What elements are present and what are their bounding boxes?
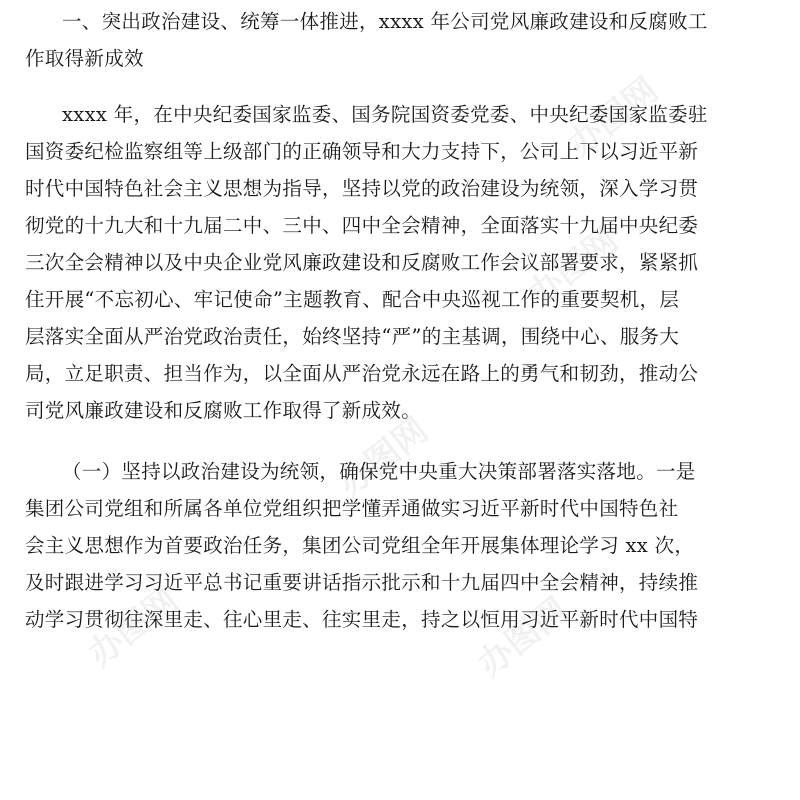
paragraph-line: xxxx 年，在中央纪委国家监委、国务院国资委党委、中央纪委国家监委驻 (62, 103, 708, 126)
paragraph-line: 司党风廉政建设和反腐败工作取得了新成效。 (25, 399, 422, 422)
paragraph-line: 彻党的十九大和十九届二中、三中、四中全会精神，全面落实十九届中央纪委 (25, 214, 699, 237)
watermark: 办图网 (80, 580, 186, 675)
watermark: 办图网 (470, 590, 576, 685)
paragraph-line: 三次全会精神以及中央企业党风廉政建设和反腐败工作会议部署要求，紧紧抓 (25, 251, 699, 274)
watermark: 办图网 (520, 220, 626, 315)
subsection-line: 会主义思想作为首要政治任务，集团公司党组全年开展集体理论学习 xx 次， (25, 534, 695, 557)
subsection-line: （一）坚持以政治建设为统领，确保党中央重大决策部署落实落地。一是 (62, 460, 696, 483)
section-heading-line-1: 一、突出政治建设、统筹一体推进，xxxx 年公司党风廉政建设和反腐败工 (62, 10, 708, 33)
subsection-line: 及时跟进学习习近平总书记重要讲话指示批示和十九届四中全会精神，持续推 (25, 571, 699, 594)
section-heading-line-2: 作取得新成效 (25, 47, 144, 70)
paragraph-line: 住开展“不忘初心、牢记使命”主题教育、配合中央巡视工作的重要契机，层 (25, 288, 680, 311)
paragraph-line: 局，立足职责、担当作为，以全面从严治党永远在路上的勇气和韧劲，推动公 (25, 362, 699, 385)
subsection-line: 动学习贯彻往深里走、往心里走、往实里走，持之以恒用习近平新时代中国特 (25, 608, 699, 631)
paragraph-line: 层落实全面从严治党政治责任，始终坚持“严”的主基调，围绕中心、服务大 (25, 325, 680, 348)
paragraph-line: 时代中国特色社会主义思想为指导，坚持以党的政治建设为统领，深入学习贯 (25, 177, 699, 200)
watermark: 办图网 (560, 70, 666, 165)
subsection-line: 集团公司党组和所属各单位党组织把学懂弄通做实习近平新时代中国特色社 (25, 497, 679, 520)
paragraph-line: 国资委纪检监察组等上级部门的正确领导和大力支持下，公司上下以习近平新 (25, 140, 699, 163)
watermark: 办图网 (330, 410, 436, 505)
